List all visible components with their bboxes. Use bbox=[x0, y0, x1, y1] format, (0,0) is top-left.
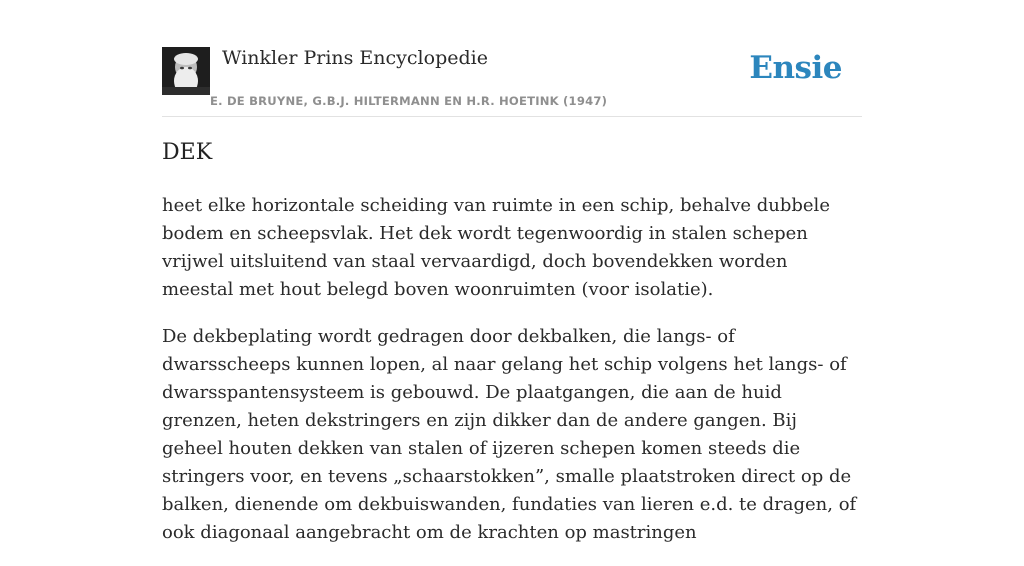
article-title: DEK bbox=[162, 140, 213, 165]
brand-logo[interactable]: Ensie bbox=[749, 50, 842, 86]
article-body bbox=[162, 192, 862, 566]
paragraph: heet elke horizontale scheiding van ruimte in een schip, behalve dubbele bodem en scheepsvlak. Het dek wordt tegenwoordig in stalen schepen vrijwel uitsluitend van staal vervaardigd, doch bovendekken worden meestal met hout belegd boven woonruimten (voor isolatie). bbox=[162, 195, 830, 300]
paragraph: De dekbeplating wordt gedragen door dekbalken, die langs- of dwarsscheeps kunnen lopen, al naar gelang het schip volgens het langs- of dwarsspantensysteem is gebouwd. De plaatgangen, die aan de huid grenzen, heten dekstringers en zijn dikker dan de andere gangen. Bij geheel houten dekken van stalen of ijzeren schepen komen steeds die stringers voor, en tevens „schaarstokken”, smalle plaatstroken direct op de balken, dienende om dekbuiswanden, fundaties van lieren e.d. te dragen, of ook diagonaal aangebracht om de krachten op mastringen bbox=[162, 326, 857, 543]
portrait-icon bbox=[162, 47, 210, 95]
authors-credit: E. DE BRUYNE, G.B.J. HILTERMANN EN H.R. HOETINK (1947) bbox=[210, 94, 608, 108]
site-name[interactable]: Winkler Prins Encyclopedie bbox=[222, 47, 488, 69]
header bbox=[162, 44, 862, 117]
author-avatar bbox=[162, 47, 210, 95]
